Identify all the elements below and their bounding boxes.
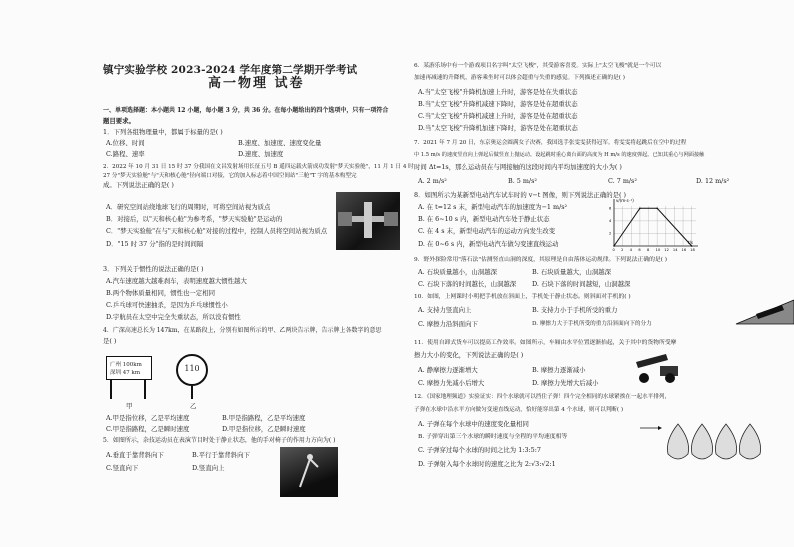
- vt-data-point: [656, 207, 658, 209]
- chart-grid: [614, 206, 696, 246]
- q1-option-b: B.速度、加速度、速度变化量: [238, 139, 322, 147]
- q11-option-b: B. 摩擦力逐渐减小: [532, 366, 586, 374]
- q11-option-a: A. 静摩擦力逐渐增大: [418, 366, 478, 374]
- x-tick-label: 4: [629, 248, 633, 252]
- bullet-arrowhead: [658, 426, 662, 430]
- q6-option-c: C.当"太空飞梭"升降机减速上升时，游客是处在超重状态: [418, 112, 578, 120]
- q10-option-c: C. 摩擦力沿斜面向下: [418, 320, 478, 328]
- truck-bed: [636, 354, 668, 368]
- exam-subtitle: 高一物理 试卷: [208, 76, 305, 91]
- q7-stem-3: 时间 Δt=1s，那么运动员在与网接触的这段时间内平均加速度的大小为( ): [414, 163, 622, 171]
- x-tick-label: 0: [612, 248, 615, 252]
- q9-option-c: C. 石块下落的时间越长，山洞越深: [418, 280, 517, 288]
- q5-option-d: D.竖直向上: [192, 464, 225, 472]
- q2-option-a: A．研究空间站绕地球飞行的周期时，可将空间站视为质点: [106, 203, 271, 211]
- q9-option-a: A. 石块质量越小，山洞越深: [418, 268, 497, 276]
- q4-stem-2: 是( ): [103, 337, 117, 345]
- q6-option-d: D.当"太空飞梭"升降机加速下降时，游客是处在超重状态: [418, 124, 578, 132]
- q12-stem: 12．《国家地理频道》实验证实：四个水球就可以挡住子弹！四个完全相同的水球紧挨在一起水平排列，: [414, 394, 671, 400]
- x-tick-label: 12: [664, 248, 669, 252]
- q3-option-c: C.乒乓球可快速抽杀，是因为乒乓球惯性小: [106, 301, 228, 309]
- vt-data-point: [613, 245, 615, 247]
- y-tick-label: 2: [609, 231, 612, 236]
- q1-option-c: C.路程、速率: [106, 150, 145, 158]
- x-tick-label: 2: [621, 248, 624, 252]
- q9-option-b: B. 石块质量越大，山洞越深: [532, 268, 612, 276]
- section-heading: 一、单项选择题：本小题共 12 小题，每小题 3 分，共 36 分。在每小题给出的四个选项中，只有一项符合: [103, 107, 389, 114]
- phone-on-slope-figure: [734, 292, 794, 328]
- q7-option-d: D. 12 m/s²: [696, 177, 730, 185]
- q9-stem: 9．野外探险常用"落石法"估测竖直山洞的深度，其原理是自由落体运动规律。下列说法正确的是( ): [414, 257, 668, 263]
- section-heading-cont: 题目要求。: [103, 117, 135, 125]
- q2-stem-2: 27 分"梦天实验舱"与"天和核心舱"径向端口对接，它的加入标志着中国空间站"三舱"T 字的基本构型完: [103, 173, 357, 179]
- x-tick-label: 18: [690, 248, 695, 252]
- q12-option-b: B. 子弹穿出第三个水球的瞬时速度与全程的平均速度相等: [418, 434, 568, 440]
- q10-option-d: D. 摩擦力大于手机所受的重力沿斜面向下的分力: [532, 321, 652, 327]
- q6-option-b: B.当"太空飞梭"升降机减速下降时，游客是处在超重状态: [418, 100, 578, 108]
- q10-stem: 10．如图，上网课时小明把手机放在斜面上，手机处于静止状态。则斜面对手机的( ): [414, 294, 631, 300]
- q7-option-c: C. 7 m/s²: [608, 177, 637, 185]
- q3-stem: 3．下列关于惯性的说法正确的是( ): [103, 265, 204, 273]
- q6-stem-2: 加速再减速的升降机，游客乘坐时可以体会超重与失重的感觉。下列描述正确的是( ): [414, 75, 625, 81]
- sign-shenzhen: 深圳 47 km: [110, 370, 141, 376]
- sign-guangzhou: 广州 100km: [110, 362, 142, 368]
- q6-option-a: A.当"太空飞梭"升降机加速上升时，游客是处在失重状态: [418, 88, 578, 96]
- q2-option-c: C．"梦天实验舱"在与"天和核心舱"对接的过程中，控制人员将空间站视为质点: [106, 227, 328, 235]
- water-balls: [667, 424, 760, 459]
- x-tick-label: 8: [647, 248, 650, 252]
- q7-option-a: A. 2 m/s²: [418, 177, 447, 185]
- q11-stem-2: 擦力大小的变化，下列说法正确的是( ): [414, 351, 524, 359]
- q8-option-b: B. 在 6~10 s 内，新型电动汽车处于静止状态: [418, 215, 550, 223]
- q7-option-b: B. 5 m/s²: [508, 177, 537, 185]
- x-tick-label: 10: [655, 248, 661, 252]
- truck-wheel: [665, 373, 675, 383]
- q1-option-a: A.位移、时间: [106, 139, 145, 147]
- q8-option-d: D. 在 0~6 s 内，新型电动汽车做匀变速直线运动: [418, 240, 559, 248]
- q4-stem: 4．广深高速总长为 147km，在某路段上，分别有如图所示的甲、乙两块告示牌，告示牌上各数字的意思: [103, 327, 382, 334]
- vt-data-point: [691, 245, 693, 247]
- sign-yi: [172, 352, 212, 400]
- space-station-photo: [336, 192, 400, 250]
- q9-option-d: D. 石块下落的时间越短，山洞越深: [532, 280, 631, 288]
- q7-stem: 7．2021 年 7 月 20 日，东京奥运会圆满女子决赛，我国选手张雯雯获得冠军。将雯雯将起跳后在空中的过程: [414, 140, 687, 146]
- chart-ticks: [609, 207, 695, 252]
- water-ball: [691, 424, 712, 459]
- vt-data-point: [639, 207, 641, 209]
- sign-post: [110, 379, 112, 399]
- x-tick-label: 14: [672, 248, 678, 252]
- q3-option-a: A.汽车速度越大越难刹车，表明速度越大惯性越大: [106, 277, 247, 285]
- q2-option-d: D．"15 时 37 分"指的是时间间隔: [106, 240, 204, 248]
- q5-option-b: B.平行于靠背斜向下: [192, 451, 250, 459]
- q8-stem: 8．如图所示为某新型电动汽车试车时的 v−t 图像，则下列说法正确的是( ): [414, 191, 627, 199]
- vt-chart: [602, 196, 702, 256]
- truck-wheel: [639, 373, 649, 383]
- distance-sign: [106, 356, 152, 380]
- q4-option-a: A.甲是指位移，乙是平均速度: [106, 414, 190, 422]
- q6-stem: 6．某游乐场中有一个游戏项目名字叫"太空飞梭"，其受游客喜爱。实际上"太空飞梭"就是一个可以: [414, 63, 662, 69]
- q7-stem-2: 中 1.5 m/s 的速度竖直向上弹起后做竖直上抛运动。设起跳时重心离台面的高度为 H m/s 的速度弹起。已知其重心与网面接触: [414, 152, 705, 158]
- water-ball: [715, 424, 736, 459]
- q1-stem: 1．下列各组物理量中，都属于标量的是( ): [103, 128, 223, 136]
- q3-option-d: D.宇航员在太空中完全失重状态，所以没有惯性: [106, 313, 241, 321]
- q3-option-b: B.两个物体质量相同，惯性也一定相同: [106, 289, 215, 297]
- acrobat-photo: [280, 447, 338, 497]
- water-ball: [667, 424, 688, 459]
- q11-option-c: C. 摩擦力先减小后增大: [418, 379, 485, 387]
- speed-limit-value: 110: [184, 364, 200, 373]
- q4-option-b: B.甲是指路程，乙是平均速度: [222, 414, 306, 422]
- sign-post: [144, 379, 146, 399]
- q12-option-c: C. 子弹穿过每个水球的时间之比为 1:3:5:7: [418, 446, 541, 454]
- q12-option-d: D. 子弹射入每个水球时的速度之比为 2:√3:√2:1: [418, 460, 556, 468]
- q11-option-d: D. 摩擦力先增大后减小: [532, 379, 599, 387]
- q12-stem-2: 子弹在水球中沿水平方向做匀变速直线运动，恰好能穿出第 4 个水球，则可以判断( ): [414, 407, 624, 413]
- x-axis-label: t/s: [688, 240, 693, 245]
- q4-option-d: D.甲是指位移，乙是瞬时速度: [222, 425, 306, 433]
- y-axis-label: v/(m·s⁻¹): [616, 198, 634, 203]
- q2-stem-3: 成。下列说法正确的是( ): [103, 181, 174, 189]
- vt-series-line: [614, 208, 692, 246]
- q8-option-a: A. 在 t=12 s 末，新型电动汽车的加速度为−1 m/s²: [418, 203, 568, 211]
- sign-jia: [98, 352, 158, 400]
- q5-option-a: A.垂直于靠背斜向下: [106, 451, 164, 459]
- x-tick-label: 6: [638, 248, 641, 252]
- q10-option-b: B. 支持力小于手机所受的重力: [532, 306, 618, 314]
- q1-option-d: D.速度、加速度: [238, 150, 284, 158]
- y-tick-label: 4: [609, 219, 612, 224]
- q4-option-c: C.甲是指路程，乙是瞬时速度: [106, 425, 190, 433]
- sign-post: [191, 385, 193, 399]
- label-jia: 甲: [126, 402, 133, 410]
- q2-stem: 2．2022 年 10 月 31 日 15 时 37 分我国在文昌发射场用长征五号 B 遥四运载火箭成功发射"梦天实验舱"，11 月 1 日 4 时: [103, 164, 414, 170]
- label-yi: 乙: [190, 402, 197, 410]
- q8-option-c: C. 在 4 s 末，新型电动汽车的运动方向发生改变: [418, 227, 556, 235]
- q11-stem: 11．使用自卸式货车可以提高工作效率。如图所示，车厢由水平位置逐渐抬起，关于其中的货物所受摩: [414, 340, 677, 346]
- dump-truck-figure: [630, 352, 686, 386]
- water-ball: [739, 424, 760, 459]
- exam-title: 镇宁实验学校 2023-2024 学年度第二学期开学考试: [103, 64, 358, 76]
- q12-option-a: A. 子弹在每个水球中的速度变化量相同: [418, 420, 529, 428]
- water-balls-figure: [636, 418, 776, 468]
- q2-option-b: B．对接后，以"天和核心舱"为参考系，"梦天实验舱"是运动的: [106, 215, 283, 223]
- q5-stem: 5．如图所示，杂技运动员在表演节目时处于静止状态，他的手对椅子的作用力方向为( ): [103, 437, 336, 444]
- q10-option-a: A. 支持力竖直向上: [418, 306, 472, 314]
- y-tick-label: 6: [609, 206, 612, 211]
- q5-option-c: C.竖直向下: [106, 464, 139, 472]
- x-tick-label: 16: [681, 248, 687, 252]
